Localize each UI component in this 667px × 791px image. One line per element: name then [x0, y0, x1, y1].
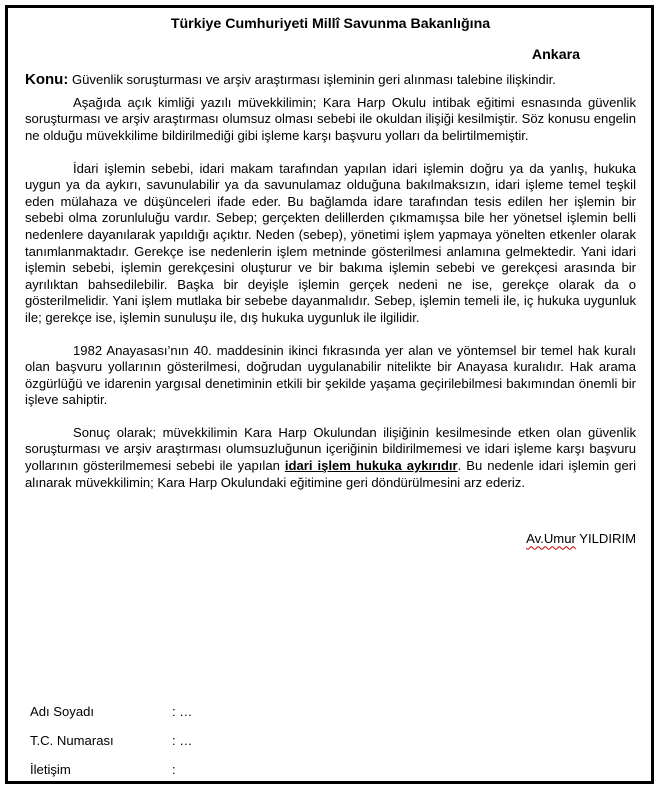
field-value: :	[172, 762, 176, 777]
signature-prefix: Av.Umur	[526, 531, 576, 547]
field-value: : …	[172, 704, 193, 719]
document-title: Türkiye Cumhuriyeti Millî Savunma Bakanlığına	[170, 16, 491, 32]
subject-line	[25, 72, 636, 89]
identity-fields	[30, 704, 192, 791]
field-row	[30, 733, 192, 762]
conclusion-text-end: . Bu nedenle idari işlemin geri alınarak müvekkilimin; Kara Harp Okulundaki eğitimine geri döndürülmesini arz ederiz.	[25, 458, 636, 490]
subject-label: Konu:	[25, 71, 69, 89]
paragraph-3: 1982 Anayasası’nın 40. maddesinin ikinci fıkrasında yer alan ve yöntemsel bir temel hak kuralı olan başvuru yollarının gösterilmesi, doğrudan uygulanabilir nitelikte bir Anayasa kuralıdır. Hak arama özgürlüğü ve idarenin yargısal denetiminin etkili bir şekilde yaşama geçirilebilmesi bakımından önemli bir işleve sahiptir.	[25, 342, 636, 408]
field-label: Adı Soyadı	[30, 704, 95, 719]
field-value: : …	[172, 733, 193, 748]
document-body	[25, 12, 636, 548]
paragraph-conclusion	[25, 425, 636, 491]
conclusion-text-start: Sonuç olarak; müvekkilimin Kara Harp Okulundan ilişiğinin kesilmesinde etken olan güvenlik soruşturması ve arşiv araştırması olumsuzluğunun içeriğinin bildirilmemesi ve idari işleme karşı başvuru yollarının gösterilmemesi sebebi ile yapılan	[25, 424, 636, 474]
paragraph-1: Aşağıda açık kimliği yazılı müvekkilimin; Kara Harp Okulu intibak eğitimi esnasında güvenlik soruşturması ve arşiv araştırması olumsuz olması sebebi ile okuldan ilişiği kesilmiştir. Söz konusu engelin ne olduğu müvekkilime bildirilmediği gibi işleme karşı başvuru yolları da belirtilmemiştir.	[25, 94, 636, 143]
signature-name: YILDIRIM	[575, 531, 636, 547]
paragraph-2: İdari işlemin sebebi, idari makam tarafından yapılan idari işlemin doğru ya da yanlış, hukuka uygun ya da aykırı, savunulabilir ya da savunulamaz olduğuna bakılmaksızın, idari işleme temel teşkil eden mülahaza ve düşünceleri ifade eder. Bu bağlamda idare tarafından tesis edilen her işlemin bir sebebi olma zorunluluğu vardır. Sebep; gerçekten delillerden çıkmamışsa bile her yönetsel işlemin belli nedenlere dayanılarak yapıldığı açıktır. Neden (sebep), yönetimi işlem yapmaya yönelten etkenler olarak tanımlanmaktadır. Gerekçe ise nedenlerin işlem metninde gösterilmesi anlamına gelmektedir. Yani idari işlemin sebebi, işlemin gerekçesini oluşturur ve bir bakıma işlemin sebebi ve gerekçesi arasında bir ayrılıktan bahsedilebilir. Başka bir deyişle işlemin gerçek nedeni ne ise, gerekçe olarak da o gösterilmelidir. Yani işlem mutlaka bir sebebe dayanmalıdır. Sebep, işlemin temeli ile, iç hukuka uygunluk ile; gerekçe ise, işlemin sunuluşu ile, dış hukuka uygunluk ile ilgilidir.	[25, 160, 636, 325]
field-row	[30, 762, 192, 791]
field-label: T.C. Numarası	[30, 733, 114, 748]
field-row	[30, 704, 192, 733]
subject-text: Güvenlik soruşturması ve arşiv araştırması işleminin geri alınması talebine ilişkindir.	[68, 72, 556, 88]
document-city: Ankara	[531, 46, 580, 63]
field-label: İletişim	[30, 762, 71, 777]
signature	[25, 531, 636, 548]
conclusion-emphasis: idari işlem hukuka aykırıdır	[284, 458, 458, 474]
